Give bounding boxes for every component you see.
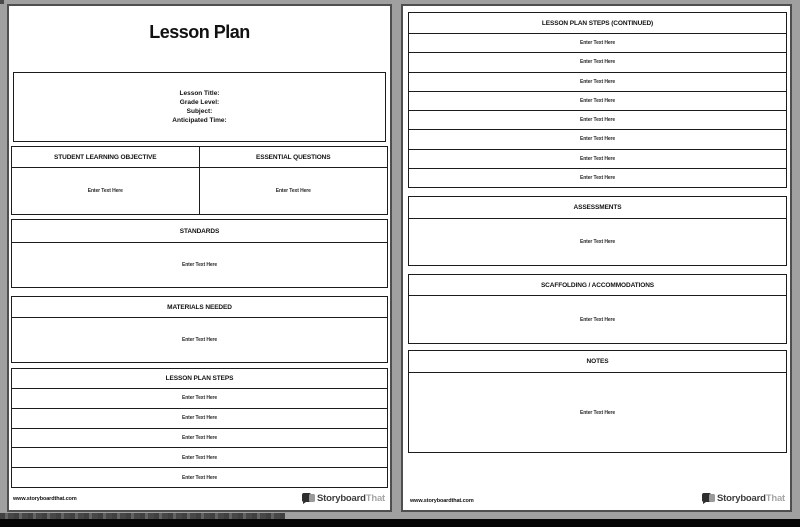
info-line-anticipated-time: Anticipated Time:: [172, 117, 227, 124]
assessments-placeholder[interactable]: Enter Text Here: [579, 239, 616, 245]
scaffolding-accommodations-header: SCAFFOLDING / ACCOMMODATIONS: [409, 275, 786, 296]
lesson-plan-steps-header: LESSON PLAN STEPS: [12, 369, 387, 389]
essential-questions-placeholder[interactable]: Enter Text Here: [275, 188, 311, 194]
scaffolding-accommodations-placeholder[interactable]: Enter Text Here: [579, 316, 616, 323]
lesson-plan-page-2: [401, 4, 792, 512]
step-row-placeholder[interactable]: Enter Text Here: [409, 168, 786, 187]
materials-needed-header: MATERIALS NEEDED: [12, 297, 387, 318]
notes-section: [408, 350, 787, 453]
notes-placeholder[interactable]: Enter Text Here: [579, 409, 616, 416]
lesson-info-box[interactable]: [13, 72, 386, 142]
step-row-placeholder[interactable]: Enter Text Here: [409, 149, 786, 168]
step-row-placeholder[interactable]: Enter Text Here: [409, 129, 786, 148]
lesson-plan-steps-rows: [12, 389, 387, 487]
standards-placeholder[interactable]: Enter Text Here: [181, 262, 218, 268]
step-row-placeholder[interactable]: Enter Text Here: [579, 40, 616, 47]
lesson-plan-steps-section: [11, 368, 388, 488]
lesson-plan-page-1: [7, 4, 392, 512]
notes-header: NOTES: [409, 351, 786, 373]
step-row-placeholder[interactable]: Enter Text Here: [12, 408, 387, 428]
bottom-black-bar: [0, 519, 800, 527]
storyboardthat-logo-icon: [702, 493, 715, 504]
page-title: Lesson Plan: [149, 22, 250, 42]
info-line-grade-level: Grade Level:: [179, 99, 220, 106]
logo-text: [317, 493, 385, 504]
assessments-section: [408, 196, 787, 266]
step-row-placeholder[interactable]: Enter Text Here: [181, 395, 218, 402]
student-learning-objective-placeholder[interactable]: Enter Text Here: [87, 188, 123, 194]
footer-url: www.storyboardthat.com: [410, 498, 474, 504]
canvas-corner-mark: [0, 0, 4, 4]
logo-text: [717, 493, 785, 504]
logo-text-that: That: [365, 493, 385, 504]
step-row-placeholder[interactable]: Enter Text Here: [12, 467, 387, 487]
materials-needed-section: [11, 296, 388, 363]
footer-url: www.storyboardthat.com: [13, 496, 77, 502]
lesson-plan-steps-continued-header: LESSON PLAN STEPS (CONTINUED): [409, 13, 786, 34]
step-row-placeholder[interactable]: Enter Text Here: [409, 91, 786, 110]
logo-text-storyboard: Storyboard: [717, 493, 766, 504]
step-row-placeholder[interactable]: Enter Text Here: [409, 72, 786, 91]
lesson-plan-steps-continued-rows: [409, 34, 786, 187]
lesson-plan-steps-continued-section: [408, 12, 787, 188]
assessments-header: ASSESSMENTS: [409, 197, 786, 219]
standards-section: [11, 219, 388, 288]
logo-text-storyboard: Storyboard: [317, 493, 366, 504]
student-learning-objective-header: STUDENT LEARNING OBJECTIVE: [12, 147, 199, 168]
step-row-placeholder[interactable]: Enter Text Here: [12, 428, 387, 448]
info-line-subject: Subject:: [186, 108, 213, 115]
essential-questions-header: ESSENTIAL QUESTIONS: [200, 147, 388, 168]
materials-needed-placeholder[interactable]: Enter Text Here: [181, 337, 218, 343]
step-row-placeholder[interactable]: Enter Text Here: [12, 447, 387, 467]
storyboardthat-logo-icon: [302, 493, 315, 504]
storyboardthat-logo: [702, 493, 785, 504]
objectives-questions-table: [11, 146, 388, 215]
storyboardthat-logo: [302, 493, 385, 504]
logo-text-that: That: [765, 493, 785, 504]
step-row-placeholder[interactable]: Enter Text Here: [409, 52, 786, 71]
info-line-lesson-title: Lesson Title:: [179, 90, 220, 97]
student-learning-objective-column: [12, 147, 200, 214]
essential-questions-column: [200, 147, 388, 214]
scaffolding-accommodations-section: [408, 274, 787, 344]
lesson-info-lines: [172, 89, 226, 125]
step-row-placeholder[interactable]: Enter Text Here: [409, 110, 786, 129]
standards-header: STANDARDS: [12, 220, 387, 243]
